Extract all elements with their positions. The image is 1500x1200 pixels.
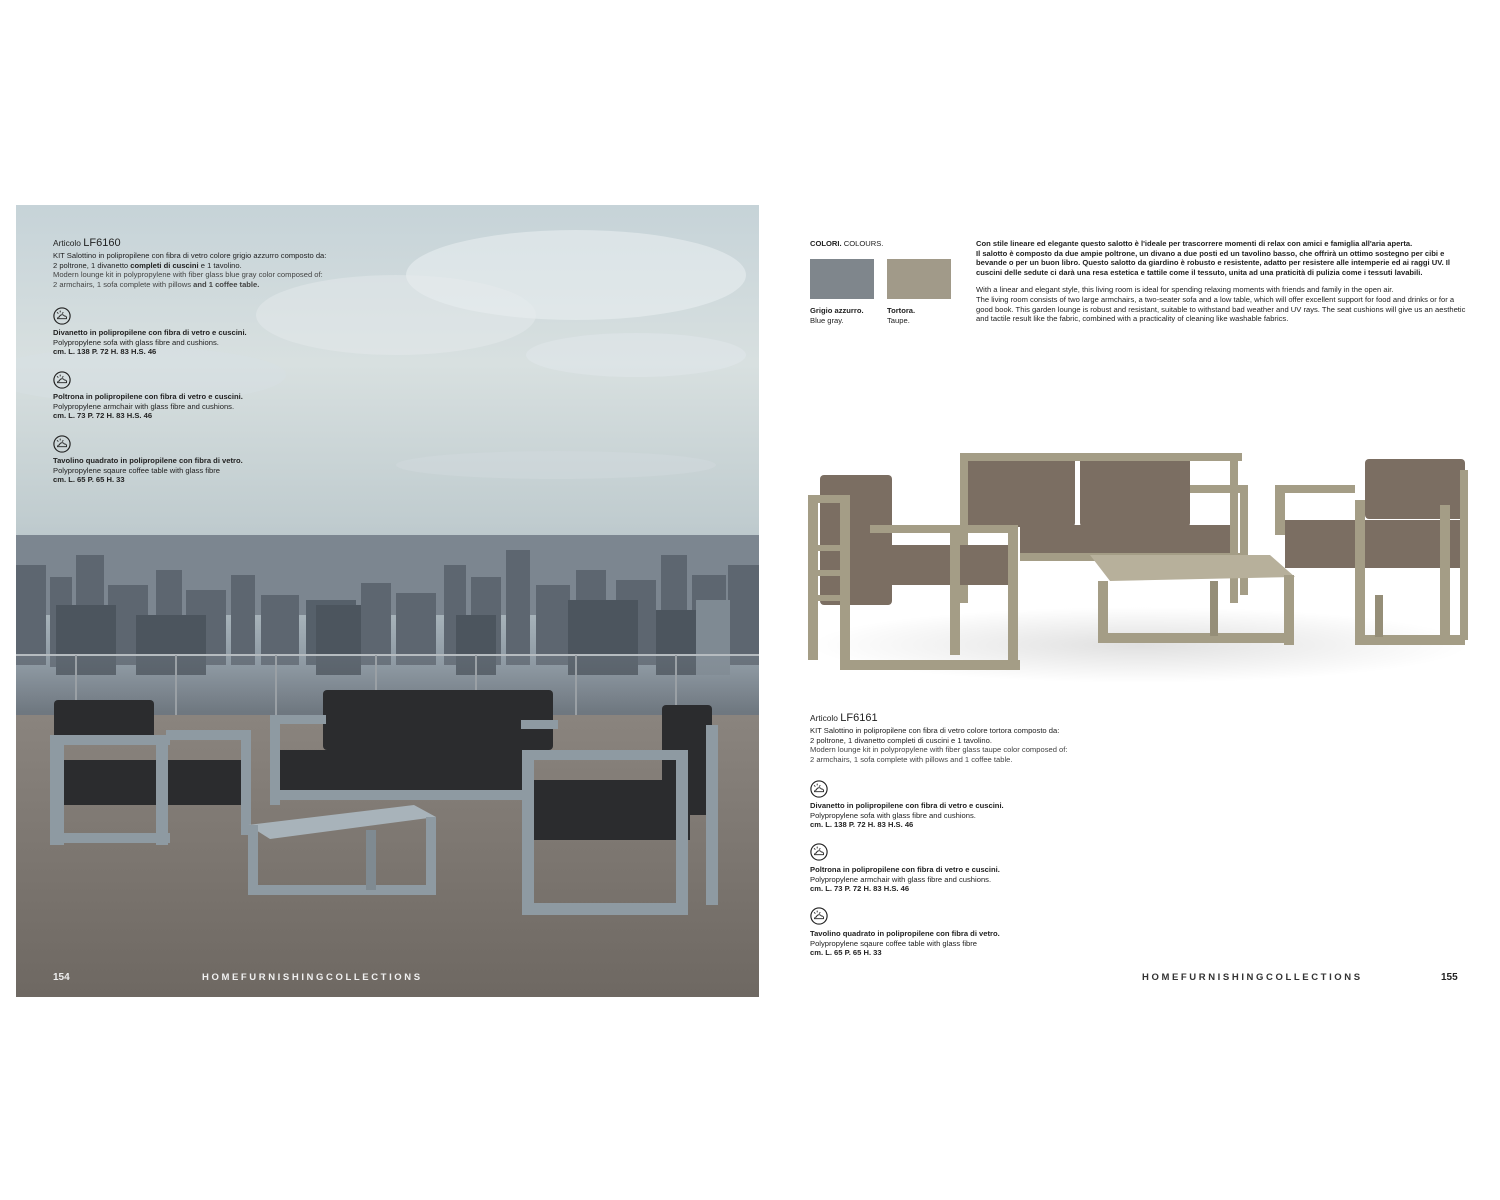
kit-en-line-1: Modern lounge kit in polypropylene with fiber glass blue gray color composed of: bbox=[53, 270, 323, 280]
brand-footer: HOMEFURNISHINGCOLLECTIONS bbox=[1142, 972, 1363, 983]
kit-en-line-2: 2 armchairs, 1 sofa complete with pillows and 1 coffee table. bbox=[53, 279, 260, 289]
swatch-taupe bbox=[887, 259, 951, 299]
page-number: 155 bbox=[1441, 972, 1458, 983]
article-code: LF6161 bbox=[840, 712, 878, 724]
right-page bbox=[790, 205, 1485, 997]
article-heading bbox=[810, 712, 878, 724]
colours-heading: COLORI. COLOURS. bbox=[810, 239, 884, 248]
article-heading bbox=[53, 237, 121, 249]
weather-sun-cloud-icon bbox=[810, 780, 828, 798]
item-armchair: Poltrona in polipropilene con fibra di vetro e cuscini. Polypropylene armchair with glass fibre and cushions. cm. L. 73 P. 72 H. 83 H.S. 46 bbox=[53, 392, 243, 421]
weather-sun-cloud-icon bbox=[810, 843, 828, 861]
page-number: 154 bbox=[53, 972, 70, 983]
rooftop-city-photo bbox=[16, 205, 759, 997]
swatch-bluegray-label: Grigio azzurro. Blue gray. bbox=[810, 306, 864, 325]
weather-sun-cloud-icon bbox=[53, 307, 71, 325]
item-coffee-table: Tavolino quadrato in polipropilene con fibra di vetro. Polypropylene sqaure coffee table with glass fibre cm. L. 65 P. 65 H. 33 bbox=[53, 456, 243, 485]
collection-description: Con stile lineare ed elegante questo salotto è l'ideale per trascorrere momenti di relax con amici e famiglia all'aria aperta. Il salotto è composto da due ampie poltrone, un divano a due posti ed un tavolino basso, che offrirà un ottimo sostegno per cibi e bevande o per un buon libro. Questo salotto da giardino è robusto e resistente, adatto per resistere alle intemperie ed ai raggi UV. Il cuscini delle sedute ci darà una resa estetica e tattile come il tessuto, unita ad una praticità di pulizia come i tessuti lavabili. With a linear and elegant style, this living room is ideal for spending relaxing moments with friends and family in the open air. The living room consists of two large armchairs, a two-seater sofa and a low table, which will offer excellent support for food and drinks or for a good book. This garden lounge is robust and resistant, suitable to withstand bad weather and UV rays. The seat cushions will give us an aesthetic and tactile result like the fabric, combined with a practicality of cleaning like washable fabrics. bbox=[976, 239, 1466, 324]
kit-description bbox=[53, 251, 383, 289]
weather-sun-cloud-icon bbox=[53, 371, 71, 389]
left-page bbox=[16, 205, 759, 997]
kit-it-line-2: 2 poltrone, 1 divanetto completi di cuscini e 1 tavolino. bbox=[53, 260, 242, 270]
kit-it-line-1: KIT Salottino in polipropilene con fibra di vetro colore grigio azzurro composto da: bbox=[53, 251, 327, 260]
swatch-bluegray bbox=[810, 259, 874, 299]
item-sofa: Divanetto in polipropilene con fibra di vetro e cuscini. Polypropylene sofa with glass fibre and cushions. cm. L. 138 P. 72 H. 83 H.S. 46 bbox=[53, 328, 247, 357]
brand-footer: HOMEFURNISHINGCOLLECTIONS bbox=[202, 972, 423, 983]
article-prefix: Articolo bbox=[53, 238, 81, 248]
weather-sun-cloud-icon bbox=[810, 907, 828, 925]
article-code: LF6160 bbox=[83, 237, 121, 249]
item-coffee-table: Tavolino quadrato in polipropilene con fibra di vetro. Polypropylene sqaure coffee table with glass fibre cm. L. 65 P. 65 H. 33 bbox=[810, 929, 1000, 958]
item-armchair: Poltrona in polipropilene con fibra di vetro e cuscini. Polypropylene armchair with glass fibre and cushions. cm. L. 73 P. 72 H. 83 H.S. 46 bbox=[810, 865, 1000, 894]
item-sofa: Divanetto in polipropilene con fibra di vetro e cuscini. Polypropylene sofa with glass fibre and cushions. cm. L. 138 P. 72 H. 83 H.S. 46 bbox=[810, 801, 1004, 830]
kit-description: KIT Salottino in polipropilene con fibra di vetro colore tortora composto da: 2 poltrone, 1 divanetto completi di cuscini e 1 tavolino. Modern lounge kit in polypropylene with fiber glass taupe color composed of: 2 armchairs, 1 sofa complete with pillows and 1 coffee table. bbox=[810, 726, 1068, 764]
taupe-lounge-set-photo bbox=[800, 445, 1480, 685]
article-prefix: Articolo bbox=[810, 713, 838, 723]
swatch-taupe-label: Tortora. Taupe. bbox=[887, 306, 916, 325]
weather-sun-cloud-icon bbox=[53, 435, 71, 453]
